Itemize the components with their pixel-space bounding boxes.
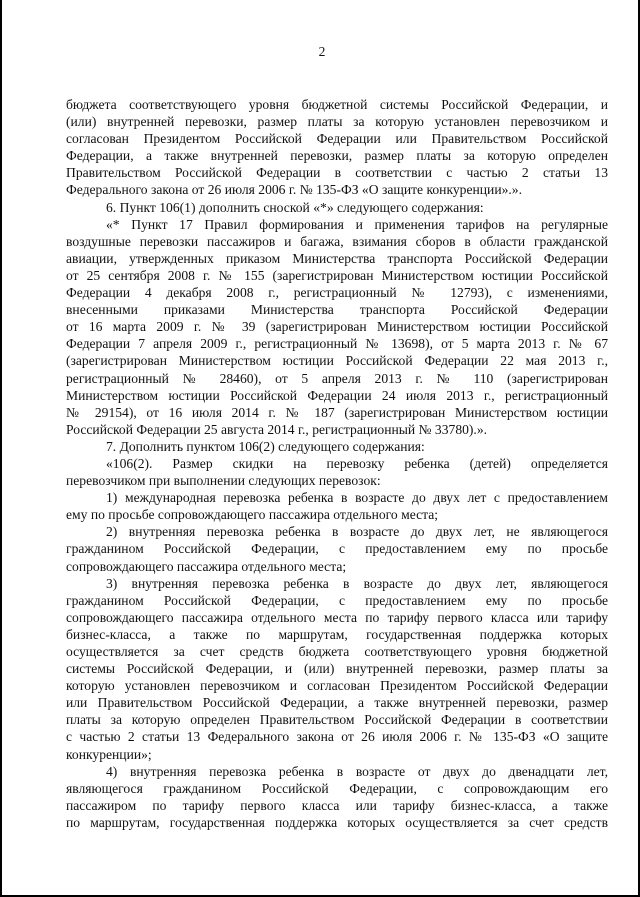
text-line: (зарегистрирован Министерством юстиции Российской Федерации 22 мая 2013 г., [66, 353, 608, 369]
text-line: 7. Дополнить пунктом 106(2) следующего содержания: [106, 438, 425, 454]
text-line: пассажиром по тарифу первого класса или тарифу бизнес-класса, а также [66, 797, 608, 813]
text-line: внесенными приказами Министерства транспорта Российской Федерации [66, 302, 608, 318]
text-line: с частью 2 статьи 13 Федерального закона от 26 июля 2006 г. № 135-ФЗ «О защите [66, 729, 608, 745]
text-line: Федерального закона от 26 июля 2006 г. № 135-ФЗ «О защите конкуренции».». [66, 182, 522, 198]
text-line: сопровождающего пассажира отдельного места; [66, 558, 347, 574]
text-line: 2) внутренняя перевозка ребенка в возрасте до двух лет, не являющегося [106, 524, 608, 540]
text-line: гражданином Российской Федерации, с предоставлением ему по просьбе [66, 541, 608, 557]
text-line: согласован Президентом Российской Федерации или Правительством Российской [66, 131, 608, 147]
document-body [66, 96, 608, 831]
text-line: сопровождающего пассажира отдельного места по тарифу первого класса или тарифу [66, 609, 608, 625]
text-line: платы за которую определен Правительством Российской Федерации в соответствии [66, 712, 608, 728]
text-line: от 25 сентября 2008 г. № 155 (зарегистрирован Министерством юстиции Российской [66, 267, 608, 283]
text-line: 6. Пункт 106(1) дополнить сноской «*» следующего содержания: [106, 199, 484, 215]
text-line: регистрационный № 28460), от 5 апреля 2013 г. № 110 (зарегистрирован [66, 370, 608, 386]
text-line: авиации, утвержденных приказом Министерства транспорта Российской Федерации [66, 250, 608, 266]
text-line: системы Российской Федерации, и (или) внутренней перевозки, размер платы за [66, 661, 608, 677]
text-line: 1) международная перевозка ребенка в возрасте до двух лет с предоставлением [106, 490, 608, 506]
text-line: которую установлен перевозчиком и согласован Президентом Российской Федерации [66, 678, 608, 694]
text-line: (или) внутренней перевозки, размер платы за которую установлен перевозчиком и [66, 114, 608, 130]
text-line: бюджета соответствующего уровня бюджетной системы Российской Федерации, и [66, 97, 608, 112]
text-line: от 16 марта 2009 г. № 39 (зарегистрирован Министерством юстиции Российской [66, 319, 608, 335]
text-line: «* Пункт 17 Правил формирования и применения тарифов на регулярные [106, 216, 608, 232]
text-line: ему по просьбе сопровождающего пассажира отдельного места; [66, 507, 439, 523]
text-line: бизнес-класса, а также по маршрутам, государственная поддержка которых [66, 626, 608, 642]
text-line: Федерации 4 декабря 2008 г., регистрационный № 12793), с изменениями, [66, 285, 608, 301]
text-line: воздушные перевозки пассажиров и багажа, взимания сборов в области гражданской [66, 233, 608, 249]
text-line: Федерации 7 апреля 2009 г., регистрационный № 13698), от 5 марта 2013 г. № 67 [66, 336, 608, 352]
text-line: осуществляется за счет средств бюджета соответствующего уровня бюджетной [66, 644, 608, 659]
text-line: 4) внутренняя перевозка ребенка в возрасте от двух до двенадцати лет, [106, 763, 608, 779]
text-line: Федерации, а также внутренней перевозки, размер платы за которую определен [66, 148, 608, 164]
text-line: конкуренции»; [66, 746, 152, 762]
text-line: являющегося гражданином Российской Федерации, с сопровождающим его [66, 780, 608, 796]
text-line: или Правительством Российской Федерации, а также внутренней перевозки, размер [66, 695, 608, 711]
text-line: Министерством юстиции Российской Федерации 24 июля 2013 г., регистрационный [66, 387, 608, 403]
page-number: 2 [318, 44, 326, 59]
text-line: Российской Федерации 25 августа 2014 г., регистрационный № 33780).». [66, 421, 488, 437]
text-line: по маршрутам, государственная поддержка которых осуществляется за счет средств [66, 814, 608, 830]
text-line: перевозчиком при выполнении следующих перевозок: [66, 473, 381, 489]
text-line: № 29154), от 16 июля 2014 г. № 187 (зарегистрирован Министерством юстиции [66, 404, 608, 420]
text-line: «106(2). Размер скидки на перевозку ребенка (детей) определяется [106, 455, 608, 471]
text-line: гражданином Российской Федерации, с предоставлением ему по просьбе [66, 592, 608, 608]
text-line: 3) внутренняя перевозка ребенка в возрасте до двух лет, являющегося [106, 575, 608, 591]
text-line: Правительством Российской Федерации в соответствии с частью 2 статьи 13 [66, 165, 608, 181]
